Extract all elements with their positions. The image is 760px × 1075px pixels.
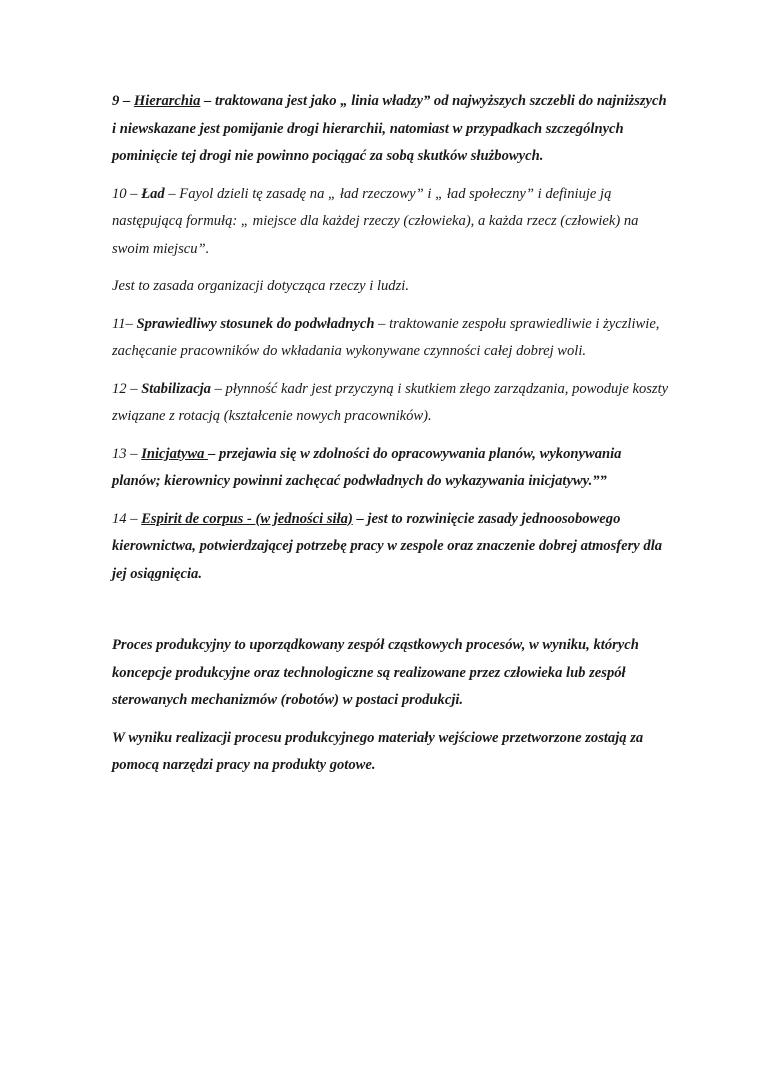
principle-number: 12 – <box>112 380 142 397</box>
principle-number: 10 – <box>112 185 142 202</box>
spacer <box>112 366 672 376</box>
document-page <box>112 88 672 780</box>
spacer <box>112 715 672 725</box>
spacer <box>112 263 672 273</box>
principle-description: – Fayol dzieli tę zasadę na „ ład rzeczowy” i „ ład społeczny” i definiuje ją następującą formułą: „ miejsce dla każdej rzeczy (człowieka), a każda rzecz (człowiek) na swoim miejscu”. <box>112 185 639 257</box>
principle-11-sprawiedliwy-stosunek <box>112 311 672 366</box>
principle-14-espirit-de-corpus <box>112 506 672 589</box>
principle-12-stabilizacja <box>112 376 672 431</box>
principle-description: – traktowanie zespołu sprawiedliwie i życzliwie, zachęcanie pracowników do wkładania wykonywane czynności całej dobrej woli. <box>112 315 660 359</box>
proces-produkcyjny-result: W wyniku realizacji procesu produkcyjnego materiały wejściowe przetworzone zostają za pomocą narzędzi pracy na produkty gotowe. <box>112 729 644 773</box>
principle-10-lad <box>112 181 672 264</box>
principle-number: 13 – <box>112 445 142 462</box>
principle-number: 14 – <box>112 510 142 527</box>
principle-description: – jest to rozwinięcie zasady jednoosobowego kierownictwa, potwierdzającej potrzebę pracy w zespole oraz znaczenie dobrej atmosfery dla jej osiągnięcia. <box>112 510 663 582</box>
principle-number: 11– <box>112 315 137 332</box>
principle-term: Sprawiedliwy stosunek do podwładnych <box>136 315 375 332</box>
spacer <box>112 431 672 441</box>
principle-number: 9 – <box>112 93 134 109</box>
principle-description: – płynność kadr jest przyczyną i skutkiem złego zarządzania, powoduje koszty związane z rotacją (kształcenie nowych pracowników). <box>112 380 669 424</box>
principle-term: Espirit de corpus - (w jedności siła) <box>141 510 353 527</box>
principle-description: – traktowana jest jako „ linia władzy” od najwyższych szczebli do najniższych i niewskazane jest pomijanie drogi hierarchii, natomiast w przypadkach szczególnych pominięcie tej drogi nie powinno pociągać za sobą skutków służbowych. <box>112 93 667 164</box>
principle-term: Stabilizacja <box>141 380 211 397</box>
principle-description: – przejawia się w zdolności do opracowywania planów, wykonywania planów; kierownicy powinni zachęcać podwładnych do wykazywania inicjatywy.”” <box>112 445 622 489</box>
principle-term: Inicjatywa <box>141 445 209 462</box>
proces-produkcyjny-definition: Proces produkcyjny to uporządkowany zespół cząstkowych procesów, w wyniku, których koncepcje produkcyjne oraz technologiczne są realizowane przez człowieka lub zespół sterowanych mechanizmów (robotów) w postaci produkcji. <box>112 637 639 708</box>
principle-13-inicjatywa <box>112 441 672 496</box>
principle-9-hierarchia <box>112 88 672 171</box>
spacer <box>112 588 672 632</box>
principle-term: Ład <box>141 185 165 202</box>
principle-10-note: Jest to zasada organizacji dotycząca rzeczy i ludzi. <box>112 278 409 294</box>
spacer <box>112 496 672 506</box>
spacer <box>112 301 672 311</box>
spacer <box>112 171 672 181</box>
principle-term: Hierarchia <box>133 93 201 109</box>
